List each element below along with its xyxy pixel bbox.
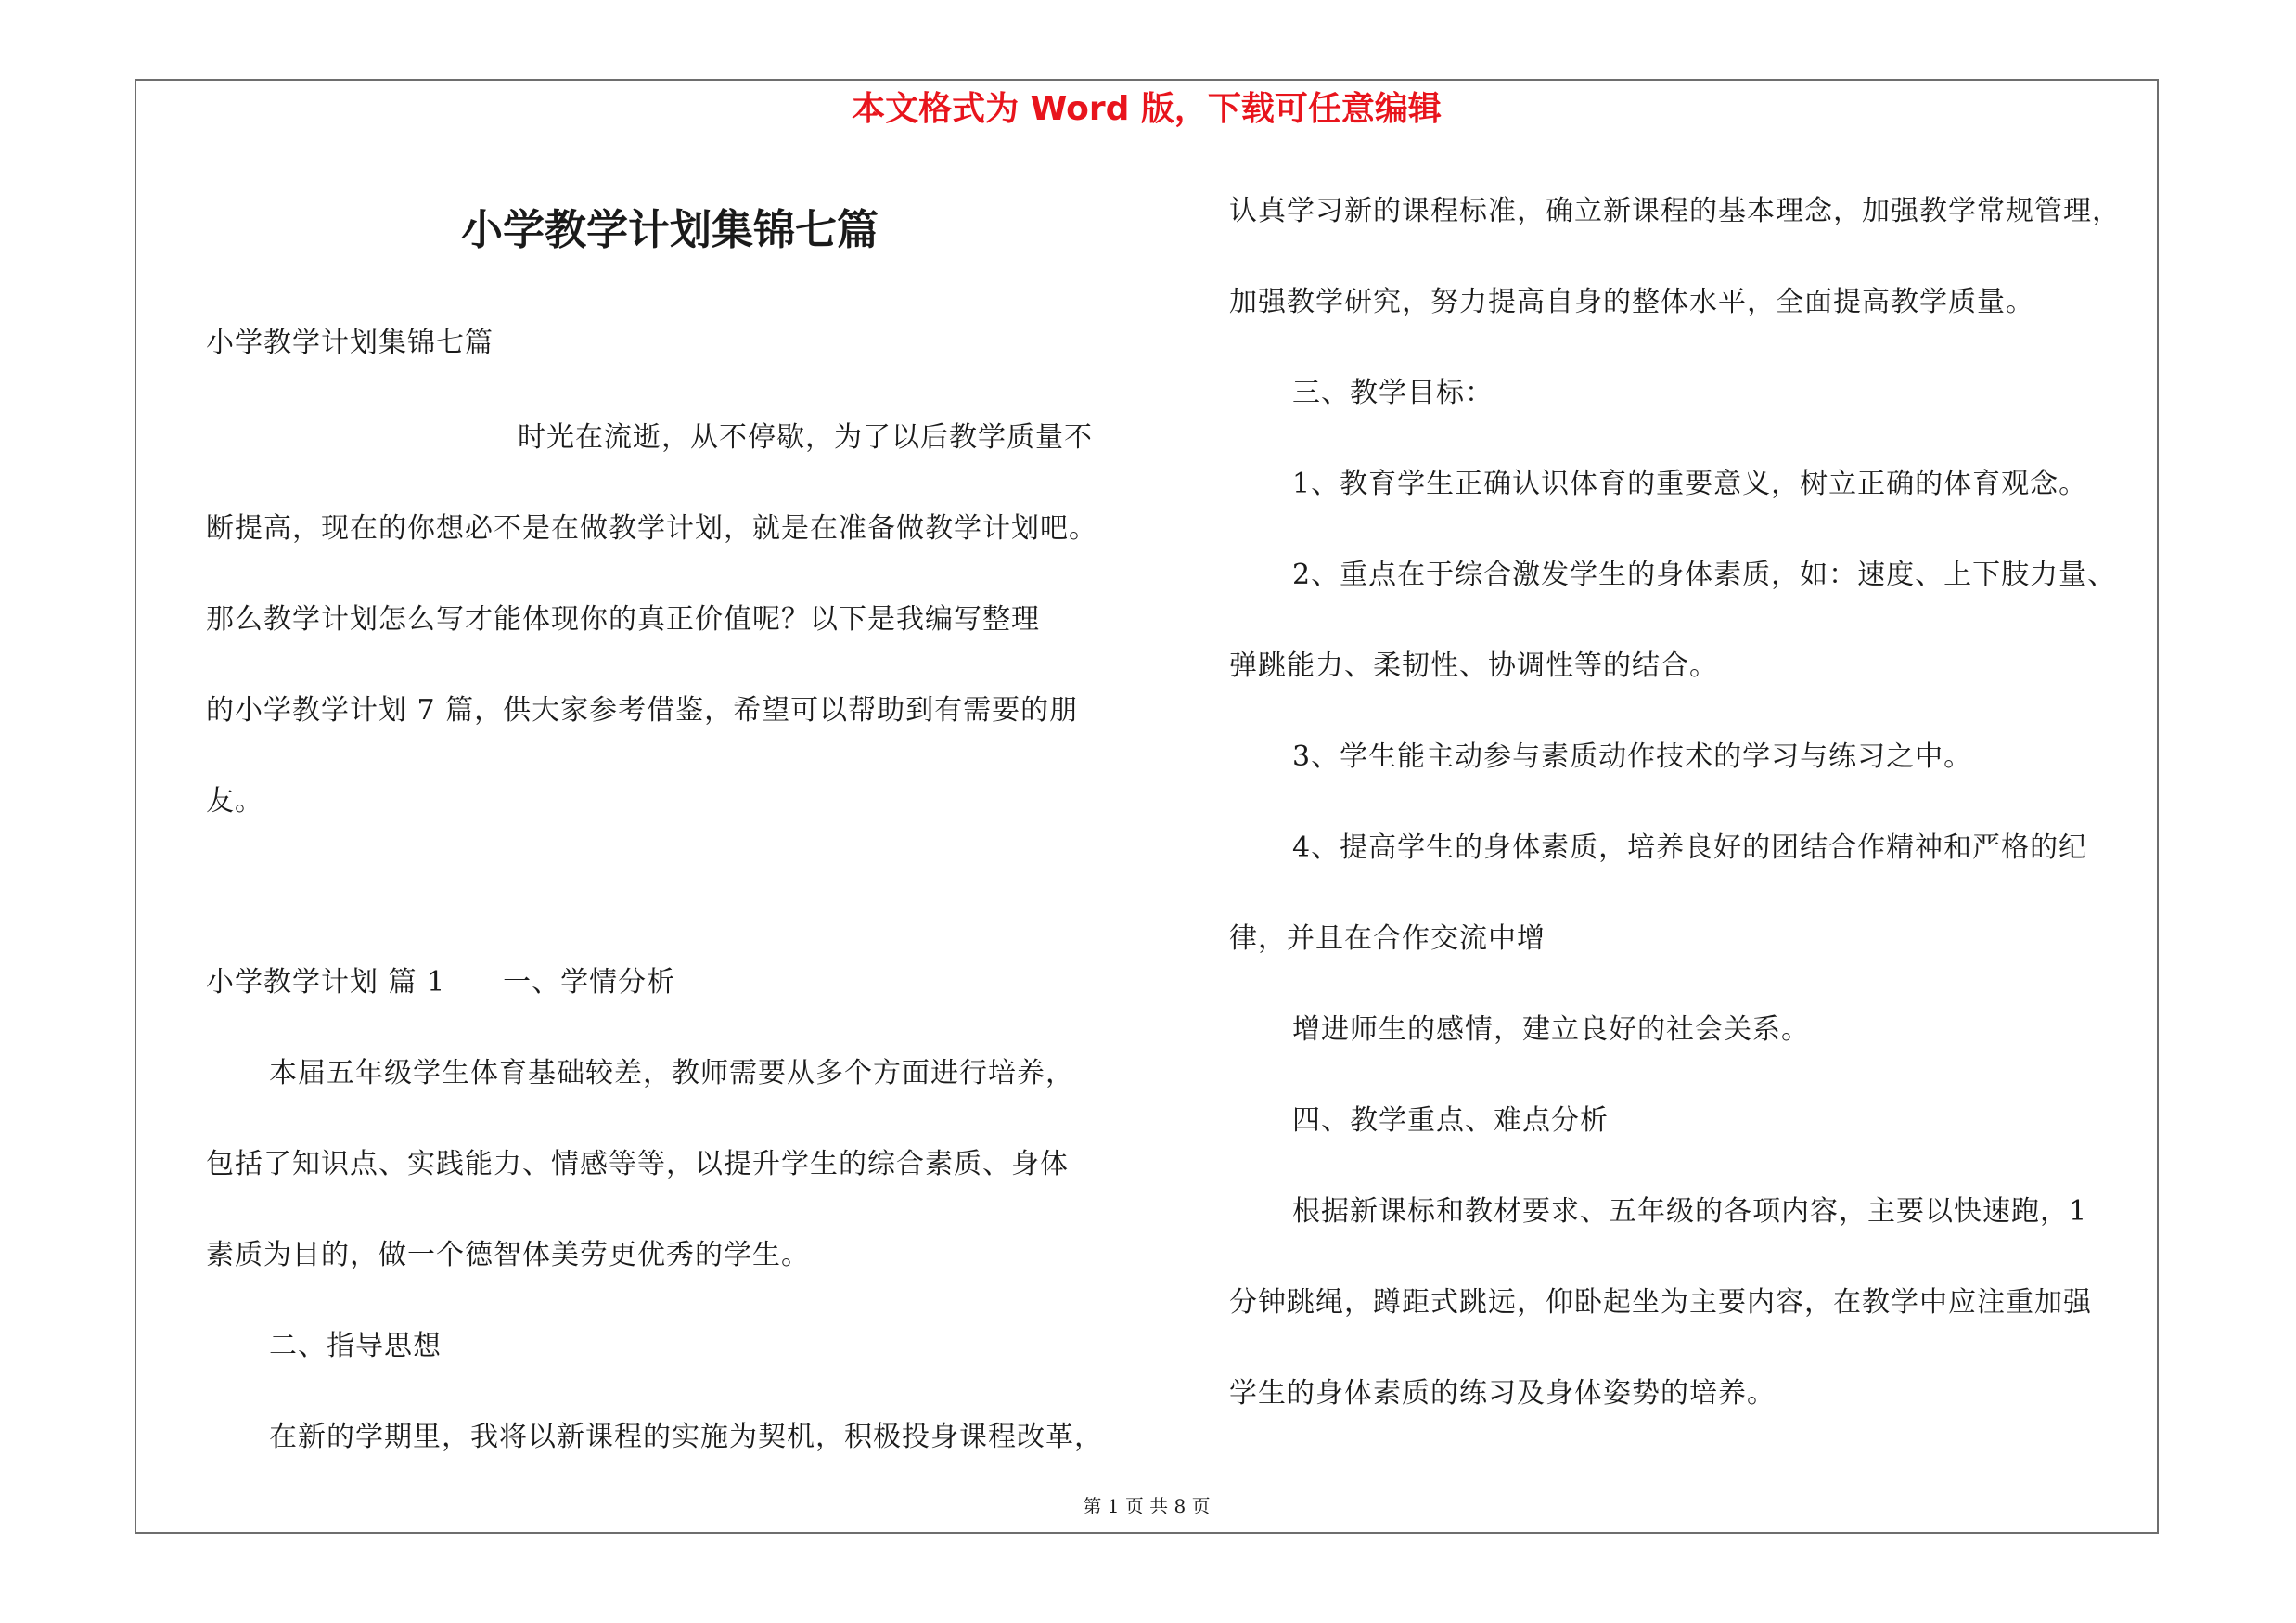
paragraph-line: 增进师生的感情，建立良好的社会关系。 <box>1292 1013 1810 1046</box>
paragraph-line: 友。 <box>206 785 263 818</box>
paragraph-line: 认真学习新的课程标准，确立新课程的基本理念，加强教学常规管理， <box>1229 195 2121 227</box>
paragraph-line: 素质为目的，做一个德智体美劳更优秀的学生。 <box>206 1239 810 1271</box>
section-heading: 小学教学计划 篇 1 一、学情分析 <box>206 966 676 998</box>
paragraph-line: 在新的学期里，我将以新课程的实施为契机，积极投身课程改革， <box>269 1421 1103 1453</box>
paragraph-line: 根据新课标和教材要求、五年级的各项内容，主要以快速跑，1 <box>1292 1195 2088 1228</box>
paragraph-line: 小学教学计划集锦七篇 <box>206 327 494 359</box>
section-heading: 四、教学重点、难点分析 <box>1292 1104 1609 1137</box>
paragraph-line: 弹跳能力、柔韧性、协调性等的结合。 <box>1229 650 1718 682</box>
paragraph-line: 2、重点在于综合激发学生的身体素质，如：速度、上下肢力量、 <box>1292 559 2117 591</box>
section-heading: 三、教学目标： <box>1292 377 1494 409</box>
word-format-banner: 本文格式为 Word 版，下载可任意编辑 <box>852 90 1442 128</box>
paragraph-line: 分钟跳绳，蹲距式跳远，仰卧起坐为主要内容，在教学中应注重加强 <box>1229 1286 2092 1319</box>
paragraph-line: 学生的身体素质的练习及身体姿势的培养。 <box>1229 1377 1776 1410</box>
paragraph-line: 那么教学计划怎么写才能体现你的真正价值呢？以下是我编写整理 <box>206 603 1040 636</box>
paragraph-line: 时光在流逝，从不停歇，为了以后教学质量不 <box>518 421 1093 454</box>
paragraph-line: 律，并且在合作交流中增 <box>1229 922 1546 955</box>
page-number-footer: 第 1 页 共 8 页 <box>1083 1495 1211 1517</box>
paragraph-line: 断提高，现在的你想必不是在做教学计划，就是在准备做教学计划吧。 <box>206 512 1097 545</box>
paragraph-line: 本届五年级学生体育基础较差，教师需要从多个方面进行培养， <box>269 1057 1074 1089</box>
paragraph-line: 加强教学研究，努力提高自身的整体水平，全面提高教学质量。 <box>1229 286 2034 318</box>
document-title: 小学教学计划集锦七篇 <box>460 205 879 254</box>
paragraph-line: 4、提高学生的身体素质，培养良好的团结合作精神和严格的纪 <box>1292 831 2088 864</box>
paragraph-line: 包括了知识点、实践能力、情感等等，以提升学生的综合素质、身体 <box>206 1148 1069 1180</box>
paragraph-line: 1、教育学生正确认识体育的重要意义，树立正确的体育观念。 <box>1292 468 2088 500</box>
section-heading: 二、指导思想 <box>269 1330 442 1362</box>
paragraph-line: 3、学生能主动参与素质动作技术的学习与练习之中。 <box>1292 741 1973 773</box>
paragraph-line: 的小学教学计划 7 篇，供大家参考借鉴，希望可以帮助到有需要的朋 <box>206 694 1079 727</box>
